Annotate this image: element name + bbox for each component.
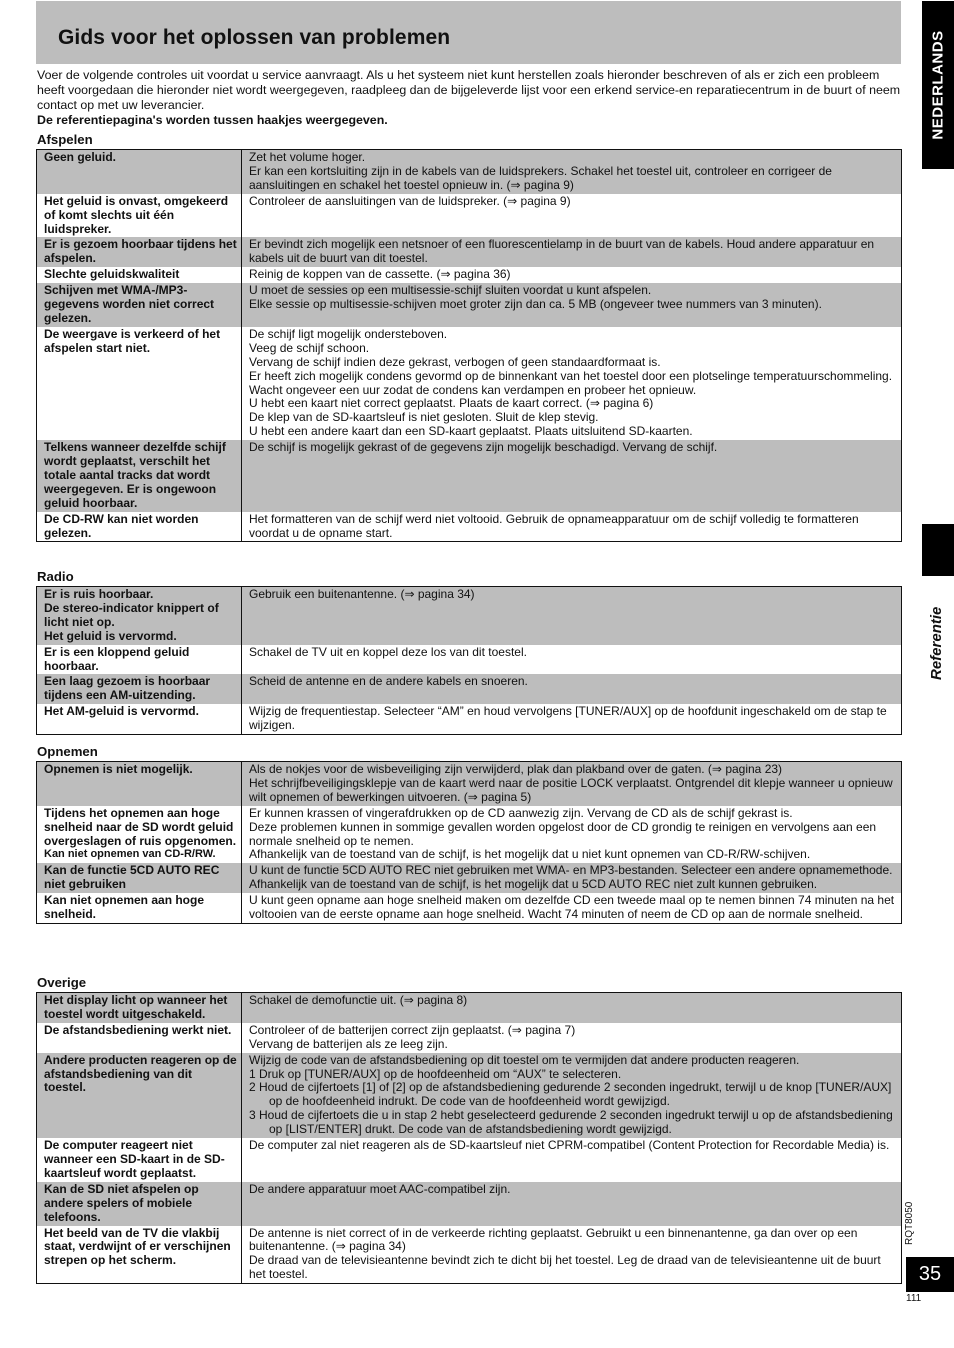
problem-text: Schijven met WMA-/MP3-gegevens worden niet correct gelezen. [44,283,215,325]
page-title: Gids voor het oplossen van problemen [58,26,451,49]
table-row [37,283,902,327]
solution-cell [242,1182,902,1226]
problem-text: Er is gezoem hoorbaar tijdens het afspelen. [44,237,237,266]
solution-text: Er kunnen krassen of vingerafdrukken op de CD aanwezig zijn. Vervang de CD als de schijf gekrast is. [249,805,793,820]
language-tab [922,1,954,169]
problem-text: Kan niet opnemen aan hoge snelheid. [44,893,205,922]
solution-cell [242,283,902,327]
solution-cell [242,1023,902,1053]
problem-text: Het display licht op wanneer het toestel wordt uitgeschakeld. [44,993,228,1021]
problem-cell [37,1182,242,1226]
solution-text: De computer zal niet reageren als de SD-kaartsleuf niet CPRM-compatibel (Content Protection for Recordable Media) is. [249,1138,890,1153]
problem-text: Opnemen is niet mogelijk. [44,762,193,776]
table-row [37,1053,902,1138]
problem-cell [37,1138,242,1182]
problem-cell [37,150,242,194]
solution-text: De andere apparatuur moet AAC-compatibel zijn. [249,1181,511,1196]
solution-text: De klep van de SD-kaartsleuf is niet gesloten. Sluit de klep stevig. [249,410,599,425]
problem-text: De CD-RW kan niet worden gelezen. [44,511,199,540]
table-row [37,267,902,283]
problem-cell [37,1023,242,1053]
table-row [37,1023,902,1053]
solution-text: Er bevindt zich mogelijk een netsnoer of een fluorescentielamp in de buurt van de kabels. Houd andere apparatuur en kabels uit de buurt van dit toestel. [249,237,875,266]
title-bar [36,1,901,64]
table-row [37,327,902,440]
section-side-label: Referentie [928,606,945,680]
table-row [37,512,902,542]
solution-text: Afhankelijk van de toestand van de schijf, is het mogelijk dat u 5CD AUTO REC niet zult kunnen gebruiken. [249,877,818,892]
solution-text: Controleer de aansluitingen van de luidspreker. (⇒ pagina 9) [249,193,571,208]
solution-step: 3 Houd de cijfertoets die u in stap 2 hebt geselecteerd gedurende 2 seconden ingedrukt terwijl u op de afstandsbediening op [LIST/ENTER] drukt. De code van de afstandsbediening wordt gewijzigd. [249,1108,893,1137]
solution-cell [242,327,902,440]
solution-cell [242,762,902,806]
solution-text: Er heeft zich mogelijk condens gevormd op de binnenkant van het toestel door een plotselinge temperatuurschommeling. Wacht ongeveer een uur zodat de condens kan verdampen en probeer het opnieuw. [249,368,893,397]
table-row [37,194,902,238]
problem-text: De computer reageert niet wanneer een SD-kaart in de SD-kaartsleuf wordt geplaatst. [44,1138,225,1180]
solution-cell [242,993,902,1023]
solution-text: U kunt geen opname aan hoge snelheid maken om dezelfde CD een tweede maal op te nemen binnen 74 minuten na het voltooien van de eerste opname aan hoge snelheid. Wacht 74 minuten of neem de CD op aan de normale snelheid. [249,893,895,922]
section-title: Opnemen [37,744,98,759]
problem-cell [37,893,242,923]
section-radio [36,569,902,735]
problem-text: Tijdens het opnemen aan hoge snelheid naar de SD wordt geluid overgeslagen of ruis opgenomen. [44,805,237,848]
solution-step: 1 Druk op [TUNER/AUX] op de hoofdeenheid om “AUX” te selecteren. [249,1066,622,1081]
solution-cell [242,587,902,645]
problem-text: Andere producten reageren op de afstandsbediening van dit toestel. [44,1052,237,1095]
troubleshoot-table [36,761,902,924]
problem-text: Het beeld van de TV die vlakbij staat, verdwijnt of er verschijnen strepen op het scherm. [44,1225,231,1268]
table-row [37,1182,902,1226]
solution-text: Veeg de schijf schoon. [249,340,370,355]
problem-text: De weergave is verkeerd of het afspelen start niet. [44,326,221,355]
problem-text: Geen geluid. [44,150,117,164]
solution-text: Wijzig de frequentiestap. Selecteer “AM” en houd vervolgens [TUNER/AUX] op de hoofdunit ingeschakeld om de stap te wijzigen. [249,704,887,733]
solution-text: Scheid de antenne en de andere kabels en snoeren. [249,674,528,689]
solution-cell [242,194,902,238]
problem-cell [37,1053,242,1138]
table-row [37,1138,902,1182]
problem-text: Het AM-geluid is vervormd. [44,704,199,719]
solution-text: Het formatteren van de schijf werd niet voltooid. Gebruik de opnameapparatuur om de schijf volledig te formatteren voordat u de opname start. [249,511,859,540]
table-row [37,1226,902,1284]
solution-text: Het schrijfbeveiligingsklepje van de kaart werd naar de positie LOCK verplaatst. Ontgrendel dit klepje wanneer u opnieuw wilt opnemen of bewerkingen uitvoeren. (⇒ pagina 5) [249,775,893,804]
problem-text: Slechte geluidskwaliteit [44,267,180,282]
problem-text: De stereo-indicator knippert of licht niet op. [44,600,219,629]
problem-cell [37,194,242,238]
page-sub-number: 111 [906,1293,922,1304]
table-row [37,863,902,893]
solution-text: De schijf ligt mogelijk ondersteboven. [249,326,448,341]
problem-cell [37,645,242,675]
problem-cell [37,993,242,1023]
problem-text: Er is ruis hoorbaar. [44,587,154,601]
troubleshoot-table [36,992,902,1284]
solution-cell [242,893,902,923]
table-row [37,150,902,194]
intro-text: Voer de volgende controles uit voordat u service aanvraagt. Als u het systeem niet kunt herstellen zoals hieronder beschreven of als er zich een probleem heeft voorgedaan die hieronder niet wordt weergegeven, raadpleeg dan de bijgeleverde lijst voor een erkend service-en reparatiecentrum in de buurt of neem contact op met uw leverancier. [37,68,901,112]
solution-text: Wijzig de code van de afstandsbediening op dit toestel om te vermijden dat andere producten reageren. [249,1052,800,1067]
solution-cell [242,440,902,512]
table-row [37,893,902,923]
solution-text: Vervang de batterijen als ze leeg zijn. [249,1036,448,1051]
solution-text: U hebt een kaart niet correct geplaatst. Plaats de kaart correct. (⇒ pagina 6) [249,396,654,411]
solution-text: Controleer of de batterijen correct zijn geplaatst. (⇒ pagina 7) [249,1022,576,1037]
solution-cell [242,863,902,893]
solution-cell [242,704,902,734]
solution-text: Reinig de koppen van de cassette. (⇒ pagina 36) [249,267,511,282]
solution-cell [242,512,902,542]
problem-text: Een laag gezoem is hoorbaar tijdens een AM-uitzending. [44,674,211,703]
solution-text: Schakel de TV uit en koppel deze los van dit toestel. [249,644,527,659]
problem-cell [37,327,242,440]
solution-cell [242,1053,902,1138]
solution-cell [242,1138,902,1182]
section-opnemen [36,744,902,924]
problem-cell [37,237,242,267]
solution-text: Vervang de schijf indien deze gekrast, verbogen of geen standaardformaat is. [249,354,661,369]
problem-cell [37,674,242,704]
table-row [37,674,902,704]
solution-text: De schijf is mogelijk gekrast of de gegevens zijn mogelijk beschadigd. Vervang de schijf. [249,440,718,455]
problem-text: Kan de SD niet afspelen op andere spelers of mobiele telefoons. [44,1181,199,1224]
solution-cell [242,645,902,675]
table-row [37,993,902,1023]
solution-step: 2 Houd de cijfertoets [1] of [2] op de afstandsbediening gedurende 2 seconden ingedrukt, terwijl u de knop [TUNER/AUX] op de hoofdeenheid indrukt. De code van de hoofdeenheid wordt gewijzigd. [249,1080,892,1109]
solution-text: Afhankelijk van de toestand van de schijf, is het mogelijk dat u niet kunt opnemen van CD-R/RW-schijven. [249,847,811,862]
problem-cell [37,762,242,806]
problem-text: Het geluid is onvast, omgekeerd of komt slechts uit één luidspreker. [44,193,229,236]
solution-text: Deze problemen kunnen in sommige gevallen worden opgelost door de CD grondig te reinigen en vervolgens aan een normale snelheid op te nemen. [249,819,877,848]
table-row [37,704,902,734]
problem-cell [37,512,242,542]
problem-cell [37,283,242,327]
language-tab-label: NEDERLANDS [929,30,947,140]
troubleshoot-table [36,586,902,735]
solution-text: Schakel de demofunctie uit. (⇒ pagina 8) [249,993,468,1007]
solution-text: Er kan een kortsluiting zijn in de kabels van de luidsprekers. Schakel het toestel uit, controleer en corrigeer de aansluitingen en schakel het toestel opnieuw in. (⇒ pagina 9) [249,163,832,192]
solution-text: U hebt een andere kaart dan een SD-kaart geplaatst. Plaats uitsluitend SD-kaarten. [249,424,693,439]
problem-cell [37,440,242,512]
section-title: Radio [37,569,74,584]
table-row [37,237,902,267]
table-row [37,806,902,864]
solution-text: De antenne is niet correct of in de verkeerde richting geplaatst. Gebruikt u een binnenantenne, ga dan over op een buitenantenne. (⇒ pagina 34) [249,1225,858,1254]
problem-text: Het geluid is vervormd. [44,628,177,643]
problem-cell [37,806,242,864]
intro [37,68,901,128]
table-row [37,587,902,645]
solution-cell [242,237,902,267]
side-marker [922,524,954,576]
solution-text: Zet het volume hoger. [249,150,366,164]
problem-cell [37,267,242,283]
table-row [37,762,902,806]
problem-text: Telkens wanneer dezelfde schijf wordt geplaatst, verschilt het totale aantal tracks dat wordt weergegeven. Er is ongewoon geluid hoorbaar. [44,440,226,510]
problem-cell [37,587,242,645]
solution-text: Als de nokjes voor de wisbeveiliging zijn verwijderd, plak dan plakband over de gaten. (⇒ pagina 23) [249,762,783,776]
table-row [37,645,902,675]
doc-code: RQT8050 [904,1201,915,1245]
section-overige [36,975,902,1284]
problem-text: De afstandsbediening werkt niet. [44,1022,232,1037]
troubleshoot-table [36,149,902,542]
solution-cell [242,1226,902,1284]
solution-cell [242,806,902,864]
solution-text: De draad van de televisieantenne bevindt zich te dicht bij het toestel. Leg de draad van de televisieantenne uit de buurt het toestel. [249,1253,881,1282]
section-title: Overige [37,975,87,990]
solution-text: Elke sessie op multisessie-schijven moet groter zijn dan ca. 5 MB (ongeveer twee nummers van 3 minuten). [249,297,822,312]
intro-note: De referentiepagina's worden tussen haakjes weergegeven. [37,113,388,127]
table-row [37,440,902,512]
problem-cell [37,863,242,893]
solution-text: U kunt de functie 5CD AUTO REC niet gebruiken met WMA- en MP3-bestanden. Selecteer een andere opnamemethode. [249,863,893,878]
problem-note: Kan niet opnemen van CD-R/RW. [44,848,216,861]
problem-cell [37,1226,242,1284]
solution-cell [242,150,902,194]
solution-text: U moet de sessies op een multisessie-schijf sluiten voordat u kunt afspelen. [249,283,652,298]
problem-text: Kan de functie 5CD AUTO REC niet gebruiken [44,863,220,892]
page-number: 35 [906,1257,954,1292]
solution-text: Gebruik een buitenantenne. (⇒ pagina 34) [249,587,475,601]
section-afspelen [36,132,902,542]
problem-text: Er is een kloppend geluid hoorbaar. [44,644,190,673]
solution-cell [242,267,902,283]
section-title: Afspelen [37,132,93,147]
solution-cell [242,674,902,704]
problem-cell [37,704,242,734]
